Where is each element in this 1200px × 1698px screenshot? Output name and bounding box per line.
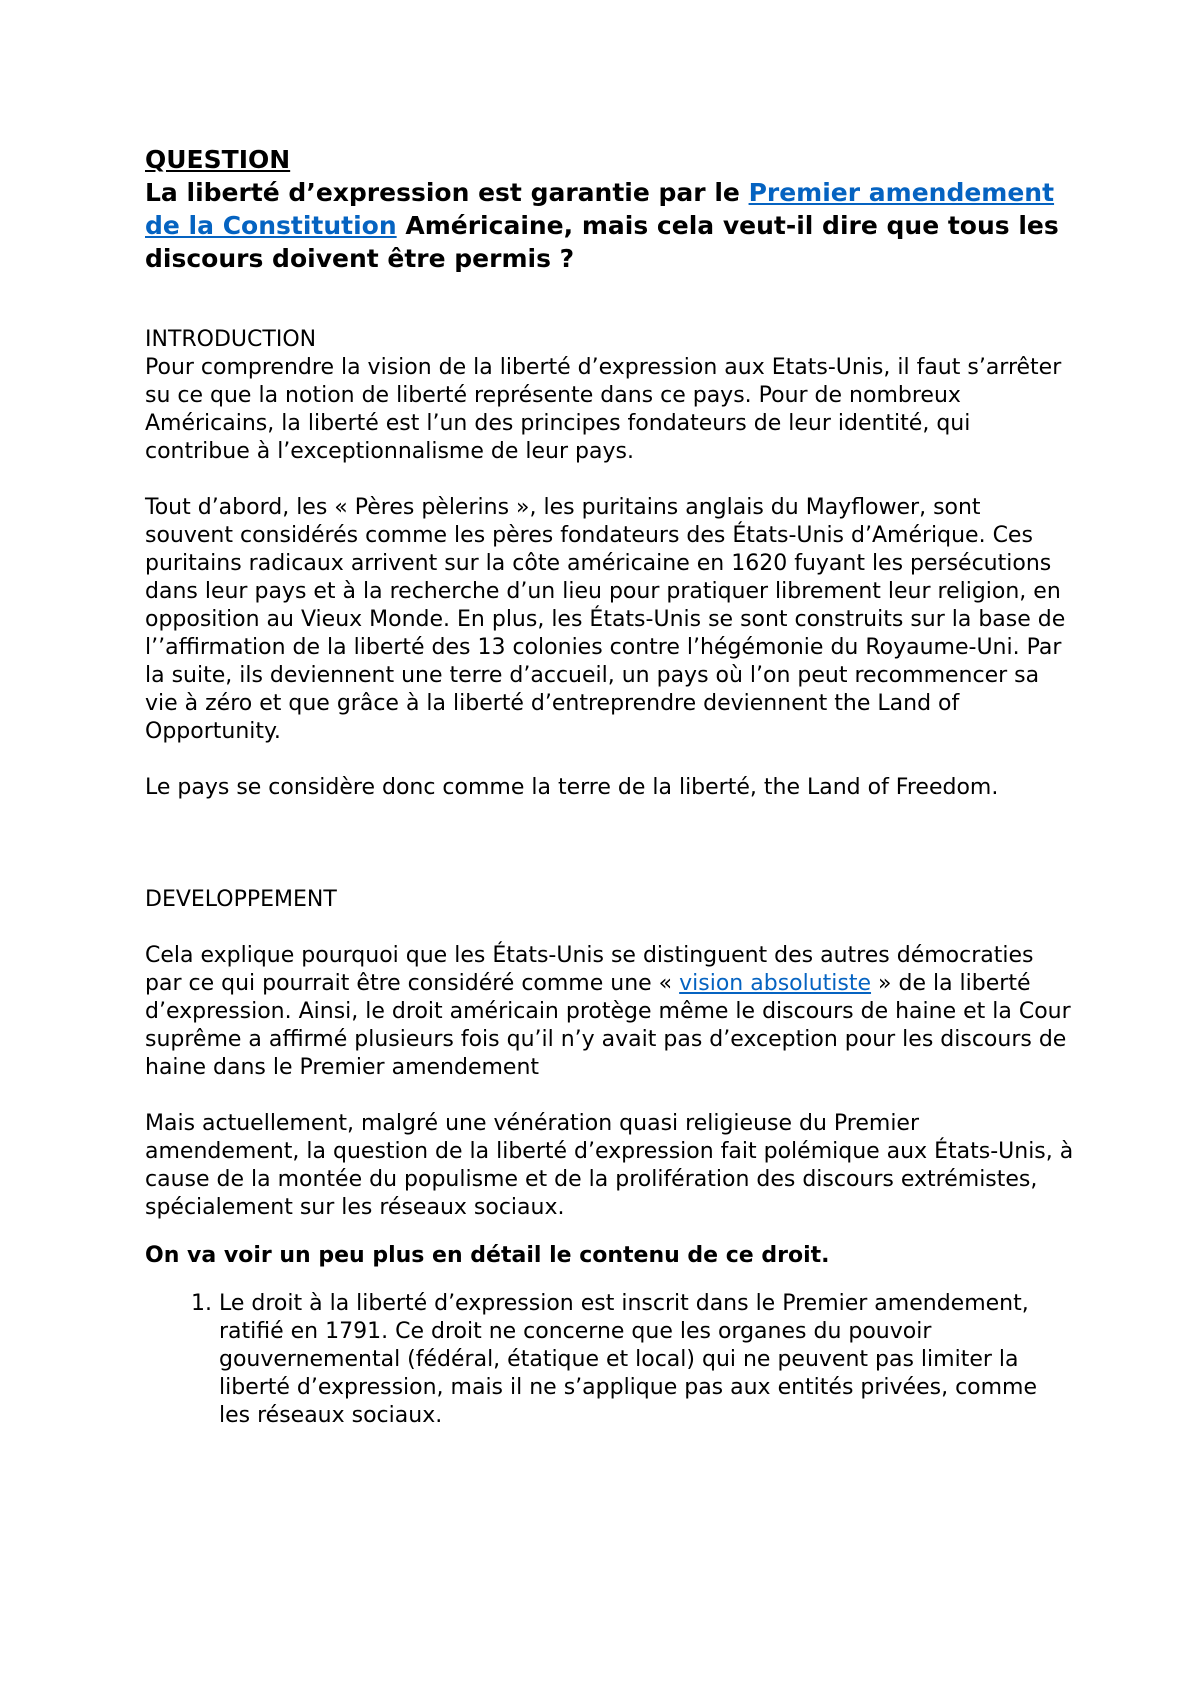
vision-absolutiste-link[interactable]: vision absolutiste: [679, 971, 872, 996]
document-page: [145, 143, 1075, 1430]
dev-paragraph-1-after: » de la liberté d’expression. Ainsi, le droit américain protège même le discours de haine et la Cour suprême a affirmé plusieurs fois qu’il n’y avait pas d’exception pour les discours de haine dans le Premier amendement: [145, 971, 1071, 1080]
dev-paragraph-2: Mais actuellement, malgré une vénération quasi religieuse du Premier amendement, la question de la liberté d’expression fait polémique aux États-Unis, à cause de la montée du populisme et de la prolifération des discours extrémistes, spécialement sur les réseaux sociaux.: [145, 1111, 1074, 1220]
development-heading: DEVELOPPEMENT: [145, 887, 337, 912]
question-text-before: La liberté d’expression est garantie par le: [145, 178, 749, 207]
dev-paragraph-1-before: Cela explique pourquoi que les États-Unis se distinguent des autres démocraties par ce qui pourrait être considéré comme une «: [145, 943, 1034, 996]
dev-bold-line: On va voir un peu plus en détail le contenu de ce droit.: [145, 1243, 830, 1268]
question-text-after: Américaine, mais cela veut-il dire que tous les discours doivent être permis ?: [145, 211, 1059, 273]
intro-paragraph-2: Tout d’abord, les « Pères pèlerins », les puritains anglais du Mayflower, sont souvent considérés comme les pères fondateurs des États-Unis d’Amérique. Ces puritains radicaux arrivent sur la côte américaine en 1620 fuyant les persécutions dans leur pays et à la recherche d’un lieu pour pratiquer librement leur religion, en opposition au Vieux Monde. En plus, les États-Unis se sont construits sur la base de l’’affirmation de la liberté des 13 colonies contre l’hégémonie du Royaume-Uni. Par la suite, ils deviennent une terre d’accueil, un pays où l’on peut recommencer sa vie à zéro et que grâce à la liberté d’entreprendre deviennent the Land of Opportunity.: [145, 495, 1066, 744]
introduction-heading: INTRODUCTION: [145, 327, 317, 352]
question-label: QUESTION: [145, 145, 291, 174]
list-item: 1. Le droit à la liberté d’expression est inscrit dans le Premier amendement, ratifié en 1791. Ce droit ne concerne que les organes du pouvoir gouvernemental (fédéral, étatique et local) qui ne peuvent pas limiter la liberté d’expression, mais il ne s’applique pas aux entités privées, comme les réseaux sociaux.: [219, 1290, 1075, 1430]
intro-paragraph-1: Pour comprendre la vision de la liberté d’expression aux Etats-Unis, il faut s’arrêter su ce que la notion de liberté représente dans ce pays. Pour de nombreux Américains, la liberté est l’un des principes fondateurs de leur identité, qui contribue à l’exceptionnalisme de leur pays.: [145, 355, 1062, 464]
dev-numbered-list: [145, 1290, 1075, 1430]
intro-paragraph-3: Le pays se considère donc comme la terre de la liberté, the Land of Freedom.: [145, 775, 999, 800]
dev-paragraph-1: [145, 942, 1075, 1082]
first-amendment-link[interactable]: Premier amendement de la Constitution: [145, 178, 1055, 240]
question-text: [145, 176, 1075, 275]
